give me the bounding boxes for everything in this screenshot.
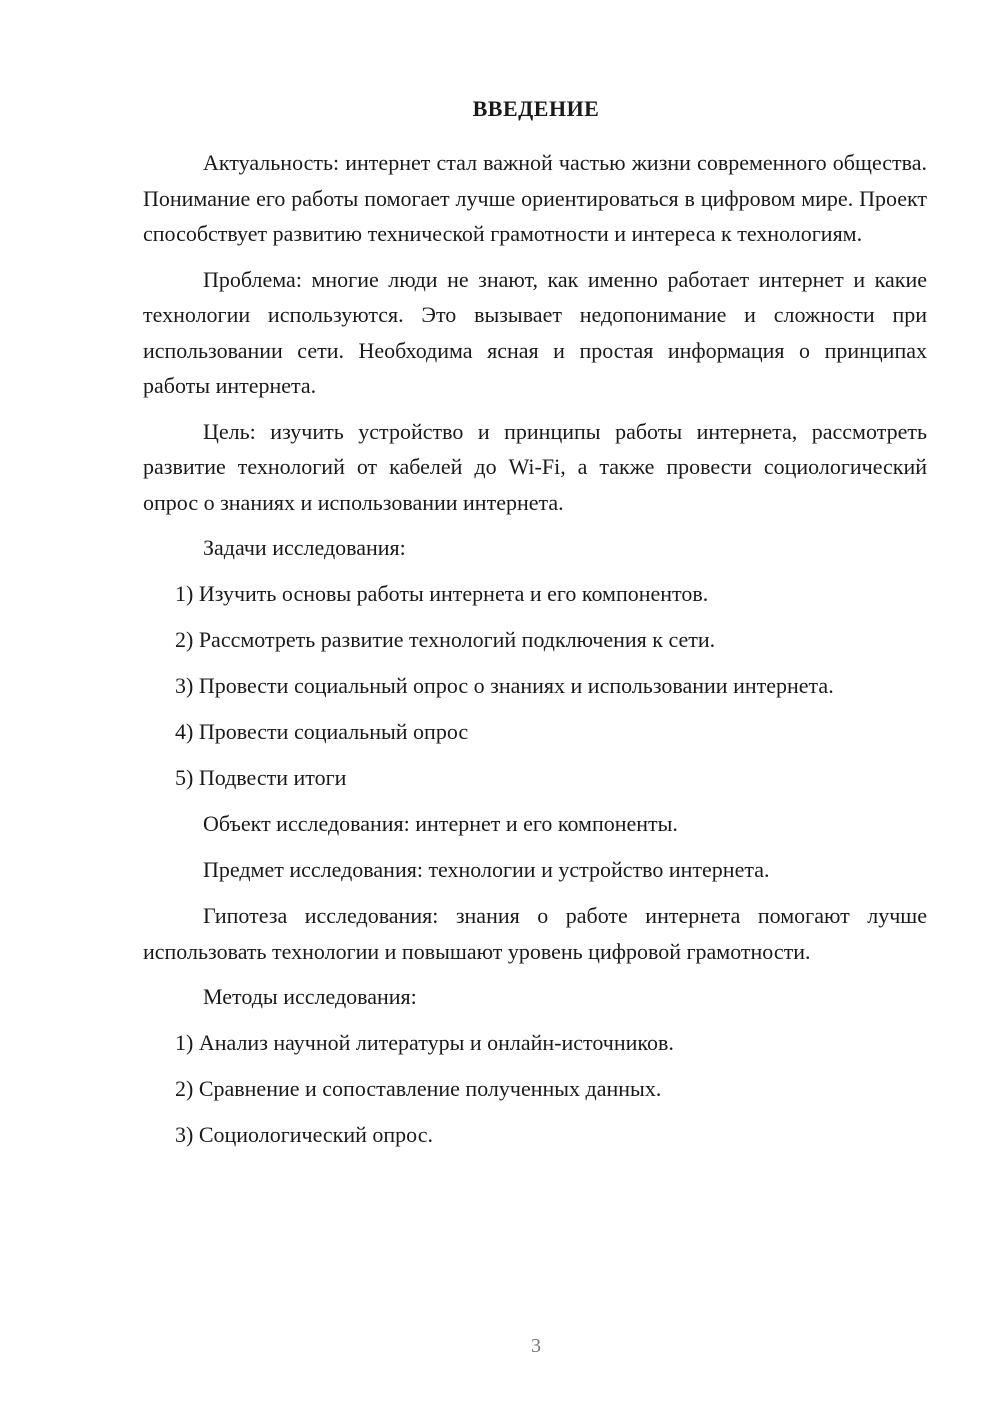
goal-paragraph: Цель: изучить устройство и принципы работы интернета, рассмотреть развитие технологий от кабелей до Wi-Fi, а также провести социологический опрос о знаниях и использовании интернета. (143, 418, 927, 515)
document-body (143, 145, 927, 1163)
task-item-3: 3) Провести социальный опрос о знаниях и использовании интернета. (175, 673, 834, 698)
hypothesis-paragraph: Гипотеза исследования: знания о работе интернета помогают лучше использовать технологии и повышают уровень цифровой грамотности. (143, 903, 927, 964)
task-item-1: 1) Изучить основы работы интернета и его компонентов. (175, 581, 709, 606)
tasks-heading: Задачи исследования: (203, 535, 406, 560)
method-item-1: 1) Анализ научной литературы и онлайн-источников. (175, 1030, 674, 1055)
task-item-4: 4) Провести социальный опрос (175, 719, 469, 744)
subject-line: Предмет исследования: технологии и устройство интернета. (203, 857, 770, 882)
object-line: Объект исследования: интернет и его компоненты. (203, 811, 678, 836)
task-item-5: 5) Подвести итоги (175, 765, 347, 790)
methods-heading: Методы исследования: (203, 984, 417, 1009)
page-number: 3 (531, 1335, 541, 1357)
method-item-2: 2) Сравнение и сопоставление полученных данных. (175, 1076, 662, 1101)
page-title: ВВЕДЕНИЕ (472, 96, 600, 121)
problem-paragraph: Проблема: многие люди не знают, как именно работает интернет и какие технологии используются. Это вызывает недопонимание и сложности при использовании сети. Необходима ясная и простая информация о принципах работы интернета. (143, 266, 927, 398)
task-item-2: 2) Рассмотреть развитие технологий подключения к сети. (175, 627, 716, 652)
relevance-paragraph: Актуальность: интернет стал важной частью жизни современного общества. Понимание его работы помогает лучше ориентироваться в цифровом мире. Проект способствует развитию технической грамотности и интереса к технологиям. (143, 150, 927, 246)
method-item-3: 3) Социологический опрос. (175, 1122, 433, 1147)
